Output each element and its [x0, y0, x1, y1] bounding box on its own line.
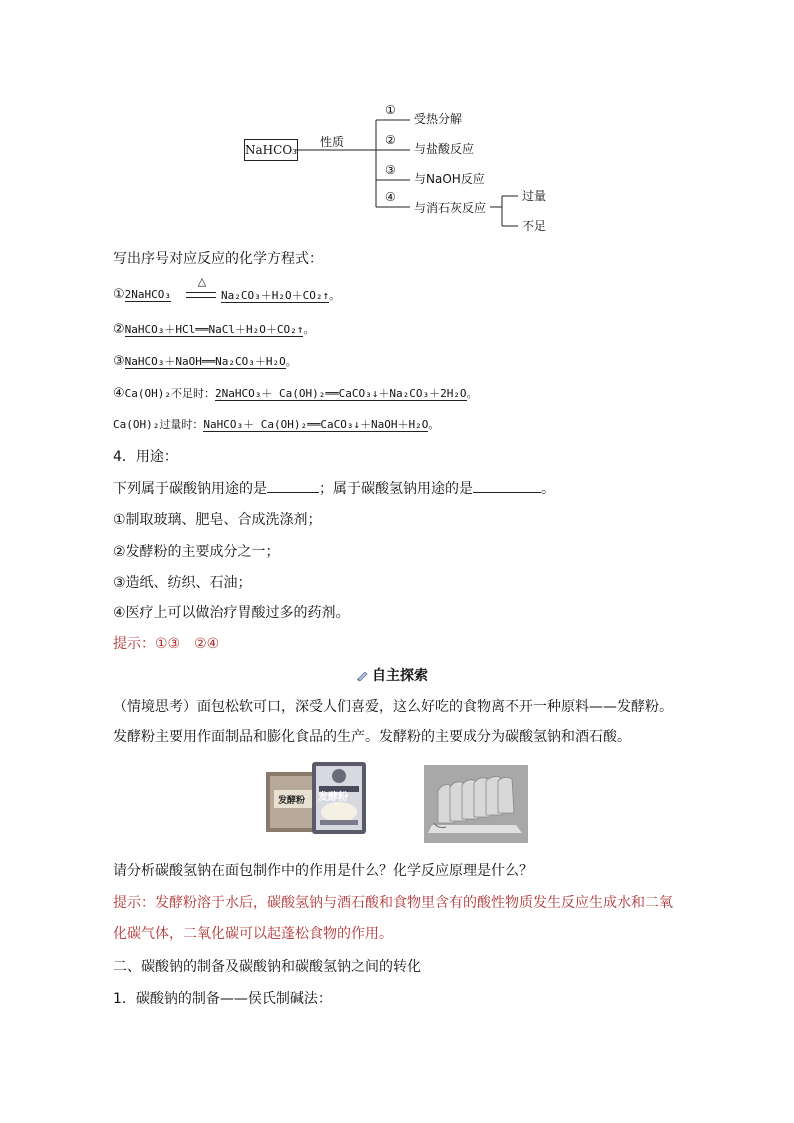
equation-4: [113, 385, 478, 401]
eq5-prefix: Ca(OH)₂过量时：: [113, 418, 204, 431]
edge-label: 性质: [320, 135, 345, 149]
eq1-lhs: 2NaHCO₃: [124, 288, 172, 301]
branch-num-2: ②: [385, 133, 396, 147]
hint1-text: ①③ ②④: [155, 636, 220, 652]
uses-question: [113, 478, 555, 499]
eq1-end: 。: [329, 289, 341, 302]
section-header: [356, 665, 428, 685]
paragraph-2: 发酵粉主要用作面制品和膨化食品的生产。发酵粉的主要成分为碳酸氢钠和酒石酸。: [113, 729, 631, 745]
bag-label: 发酵粉: [318, 792, 348, 803]
eq4-end: 。: [466, 387, 478, 400]
section-2-1-heading: 1．碳酸钠的制备——侯氏制碱法：: [113, 991, 332, 1007]
equation-1-rhs: [221, 287, 340, 303]
pencil-icon: [356, 669, 370, 681]
root-label: NaHCO₃: [245, 143, 297, 157]
list-item: ③造纸、纺织、石油；: [113, 575, 252, 591]
header-label: 自主探索: [372, 668, 428, 684]
instruction-text: 写出序号对应反应的化学方程式：: [113, 251, 323, 267]
equation-5: [113, 416, 439, 432]
question-2: 请分析碳酸氢钠在面包制作中的作用是什么？化学反应原理是什么？: [113, 863, 533, 879]
eq4-text: 2NaHCO₃＋ Ca(OH)₂══CaCO₃↓＋Na₂CO₃＋2H₂O: [215, 387, 467, 400]
eq5-end: 。: [428, 418, 440, 431]
eq3-num: ③: [113, 354, 125, 369]
question-part2: ；属于碳酸氢钠用途的是: [319, 481, 473, 497]
eq5-text: NaHCO₃＋ Ca(OH)₂══CaCO₃↓＋NaOH＋H₂O: [203, 418, 429, 431]
hint-2-line2: 化碳气体，二氧化碳可以起蓬松食物的作用。: [113, 926, 393, 942]
eq1-num: ①: [113, 287, 125, 302]
bread-image: [424, 765, 528, 843]
eq2-end: 。: [303, 323, 315, 336]
eq1-rhs: Na₂CO₃＋H₂O＋CO₂↑: [221, 289, 330, 302]
equation-3: [113, 353, 297, 369]
branch-num-1: ①: [385, 103, 396, 117]
question-end: 。: [541, 481, 555, 497]
hint-2-line1: 提示：发酵粉溶于水后，碳酸氢钠与酒石酸和食物里含有的酸性物质发生反应生成水和二氧: [113, 895, 673, 911]
eq2-num: ②: [113, 322, 125, 337]
section-2-heading: 二、碳酸钠的制备及碳酸钠和碳酸氢钠之间的转化: [113, 959, 421, 975]
sub-branch-excess: 过量: [522, 189, 547, 203]
eq3-text: NaHCO₃＋NaOH══Na₂CO₃＋H₂O: [124, 355, 286, 368]
branch-label-4: 与消石灰反应: [414, 201, 487, 215]
eq1-double-line: [186, 292, 216, 298]
branch-num-3: ③: [385, 163, 396, 177]
list-item: ②发酵粉的主要成分之一；: [113, 544, 280, 560]
hint1-label: 提示：: [113, 636, 155, 652]
blank-sodium-carbonate[interactable]: [267, 478, 319, 493]
box-front-label: 发酵粉: [278, 796, 306, 806]
eq1-condition: △: [197, 275, 207, 288]
eq4-num: ④: [113, 386, 125, 401]
eq3-end: 。: [285, 355, 297, 368]
branch-num-4: ④: [385, 190, 396, 204]
paragraph-1: （情境思考）面包松软可口，深受人们喜爱，这么好吃的食物离不开一种原料——发酵粉。: [113, 699, 673, 715]
hint-1: [113, 634, 219, 654]
sub-branch-insufficient: 不足: [522, 219, 547, 233]
eq4-prefix: Ca(OH)₂不足时：: [124, 387, 216, 400]
eq2-text: NaHCO₃＋HCl══NaCl＋H₂O＋CO₂↑: [124, 323, 304, 336]
section-4-heading: 4．用途：: [113, 449, 178, 465]
equation-1: [113, 287, 171, 302]
question-part1: 下列属于碳酸钠用途的是: [113, 481, 267, 497]
branch-label-2: 与盐酸反应: [414, 142, 475, 156]
list-item: ④医疗上可以做治疗胃酸过多的药剂。: [113, 605, 350, 621]
equation-2: [113, 321, 314, 337]
branch-label-1: 受热分解: [414, 112, 463, 126]
blank-sodium-bicarbonate[interactable]: [473, 478, 541, 493]
branch-label-3: 与NaOH反应: [414, 172, 485, 186]
list-item: ①制取玻璃、肥皂、合成洗涤剂；: [113, 512, 322, 528]
